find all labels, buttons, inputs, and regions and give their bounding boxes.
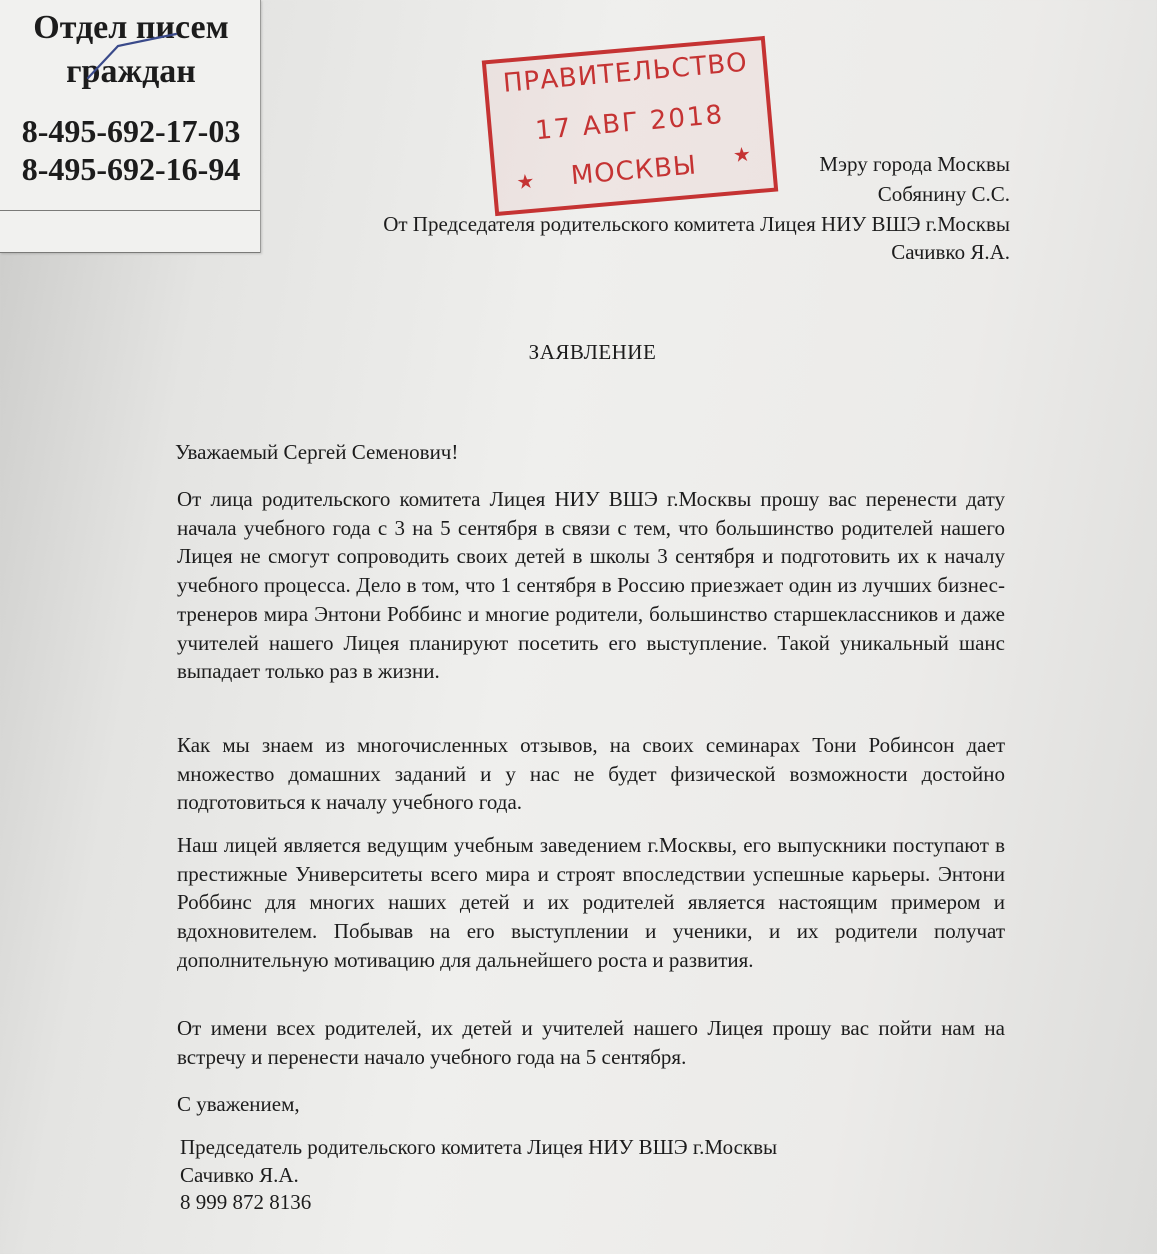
body-paragraph: Как мы знаем из многочисленных отзывов, на своих семинарах Тони Робинсон дает множество домашних заданий и у нас не будет физической возможности достойно подготовиться к началу учебного года.: [177, 733, 1005, 815]
closing: С уважением,: [177, 1092, 300, 1116]
sender-name: Сачивко Я.А.: [891, 240, 1010, 264]
department-name: Отдел писем граждан: [33, 9, 229, 90]
phone-number-1: 8-495-692-17-03: [21, 113, 241, 149]
document-title: ЗАЯВЛЕНИЕ: [528, 340, 657, 364]
sender-title: От Председателя родительского комитета Лицея НИУ ВШЭ г.Москвы: [383, 212, 1010, 236]
stamp-title: ПРАВИТЕЛЬСТВО: [501, 47, 749, 99]
government-stamp: [482, 36, 779, 216]
stamp-city: МОСКВЫ: [569, 150, 699, 192]
addressee-title: Мэру города Москвы: [819, 152, 1010, 176]
signature-phone: 8 999 872 8136: [180, 1190, 312, 1214]
note-divider: [0, 210, 260, 211]
phone-number-2: 8-495-692-16-94: [21, 151, 241, 187]
body-paragraph: Наш лицей является ведущим учебным заведением г.Москвы, его выпускники поступают в престижные Университеты всего мира и строят впоследствии успешные карьеры. Энтони Роббинс для многих наших детей и их родителей является настоящим примером и вдохновителем. Побывав на его выступлении и ученики, и их родители получат дополнительную мотивацию для дальнейшего роста и развития.: [177, 833, 1005, 972]
pen-mark-icon: [80, 28, 180, 88]
star-icon: ★: [731, 141, 752, 168]
signature-title: Председатель родительского комитета Лицея НИУ ВШЭ г.Москвы: [180, 1135, 778, 1159]
department-note-label: [0, 0, 261, 253]
salutation: Уважаемый Сергей Семенович!: [175, 440, 459, 464]
body-paragraph: От лица родительского комитета Лицея НИУ ВШЭ г.Москвы прошу вас перенести дату начала учебного года с 3 на 5 сентября в связи с тем, что большинство родителей нашего Лицея не смогут сопроводить своих детей в школы 3 сентября и подготовить их к началу учебного процесса. Дело в том, что 1 сентября в Россию приезжает один из лучших бизнес-тренеров мира Энтони Роббинс и многие родители, большинство старшеклассников и даже учителей нашего Лицея планируют посетить его выступление. Такой уникальный шанс выпадает только раз в жизни.: [177, 487, 1005, 684]
stamp-date: 17 АВГ 2018: [534, 99, 726, 147]
addressee-name: Собянину С.С.: [877, 182, 1010, 206]
note-divider: [0, 252, 260, 253]
body-paragraph: От имени всех родителей, их детей и учителей нашего Лицея прошу вас пойти нам на встречу и перенести начало учебного года на 5 сентября.: [177, 1016, 1005, 1069]
signature-name: Сачивко Я.А.: [180, 1163, 299, 1187]
star-icon: ★: [515, 168, 536, 195]
